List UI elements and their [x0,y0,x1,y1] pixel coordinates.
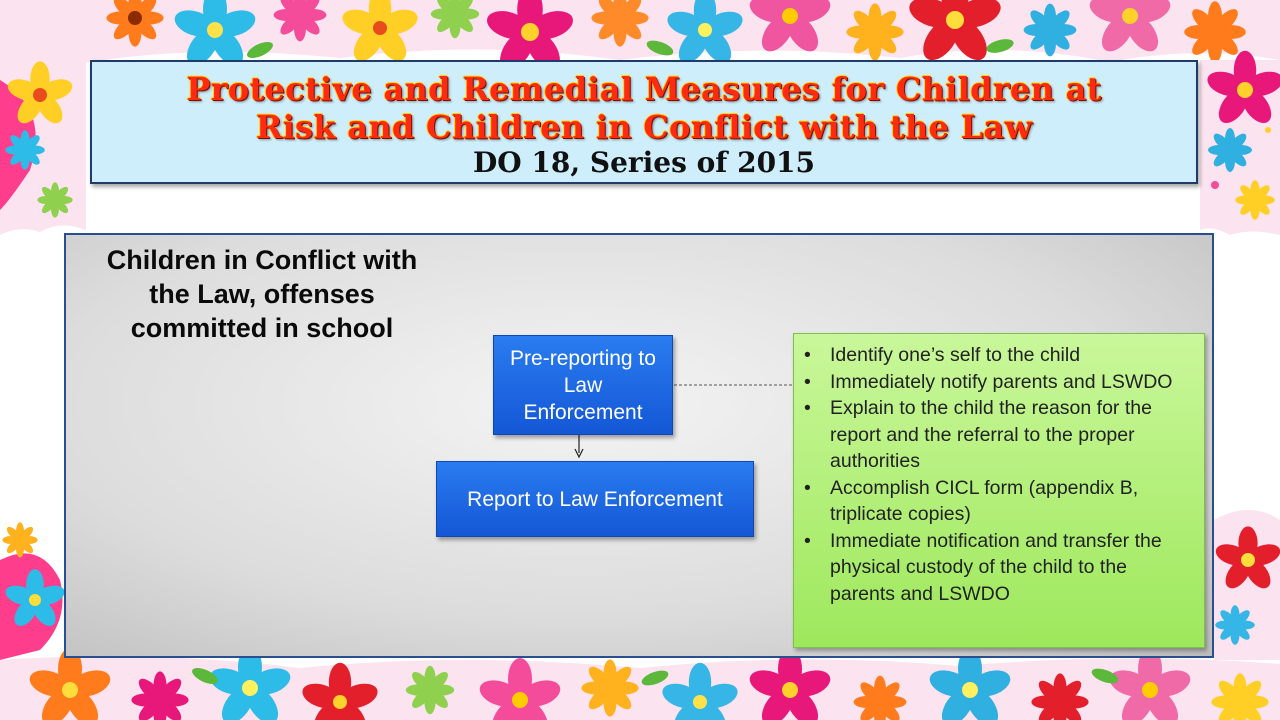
panel-heading-line-3: committed in school [130,313,394,343]
step-item-5 [802,528,1196,608]
title-line-2: Risk and Children in Conflict with the Law [255,108,1033,146]
steps-list [794,334,1204,607]
step-text-4: Accomplish CICL form (appendix B, triplicate copies) [830,476,1139,525]
report-box: Report to Law Enforcement [436,461,754,537]
step-text-1: Identify one’s self to the child [830,344,1081,366]
bullet-icon: • [804,529,811,552]
pre-reporting-box: Pre-reporting to Law Enforcement [493,335,673,435]
content-panel [64,233,1214,658]
step-item-3 [802,395,1196,475]
bullet-icon: • [804,370,811,393]
step-item-2 [802,369,1196,396]
step-text-3: Explain to the child the reason for the report and the referral to the proper authorities [830,397,1152,472]
step-item-1 [802,342,1196,369]
panel-heading [72,243,452,345]
step-text-5: Immediate notification and transfer the physical custody of the child to the parents and LSWDO [830,529,1162,605]
subtitle: DO 18, Series of 2015 [472,146,816,179]
step-text-2: Immediately notify parents and LSWDO [830,370,1173,393]
steps-box [793,333,1205,648]
bullet-icon: • [804,344,811,366]
bullet-icon: • [804,397,811,419]
title-line-1: Protective and Remedial Measures for Children at [186,70,1102,108]
title-banner [90,60,1198,184]
step-item-4 [802,475,1196,528]
panel-heading-line-2: the Law, offenses [149,279,375,309]
panel-heading-line-1: Children in Conflict with [106,245,418,275]
bullet-icon: • [804,476,811,499]
arrow-head [575,449,583,457]
